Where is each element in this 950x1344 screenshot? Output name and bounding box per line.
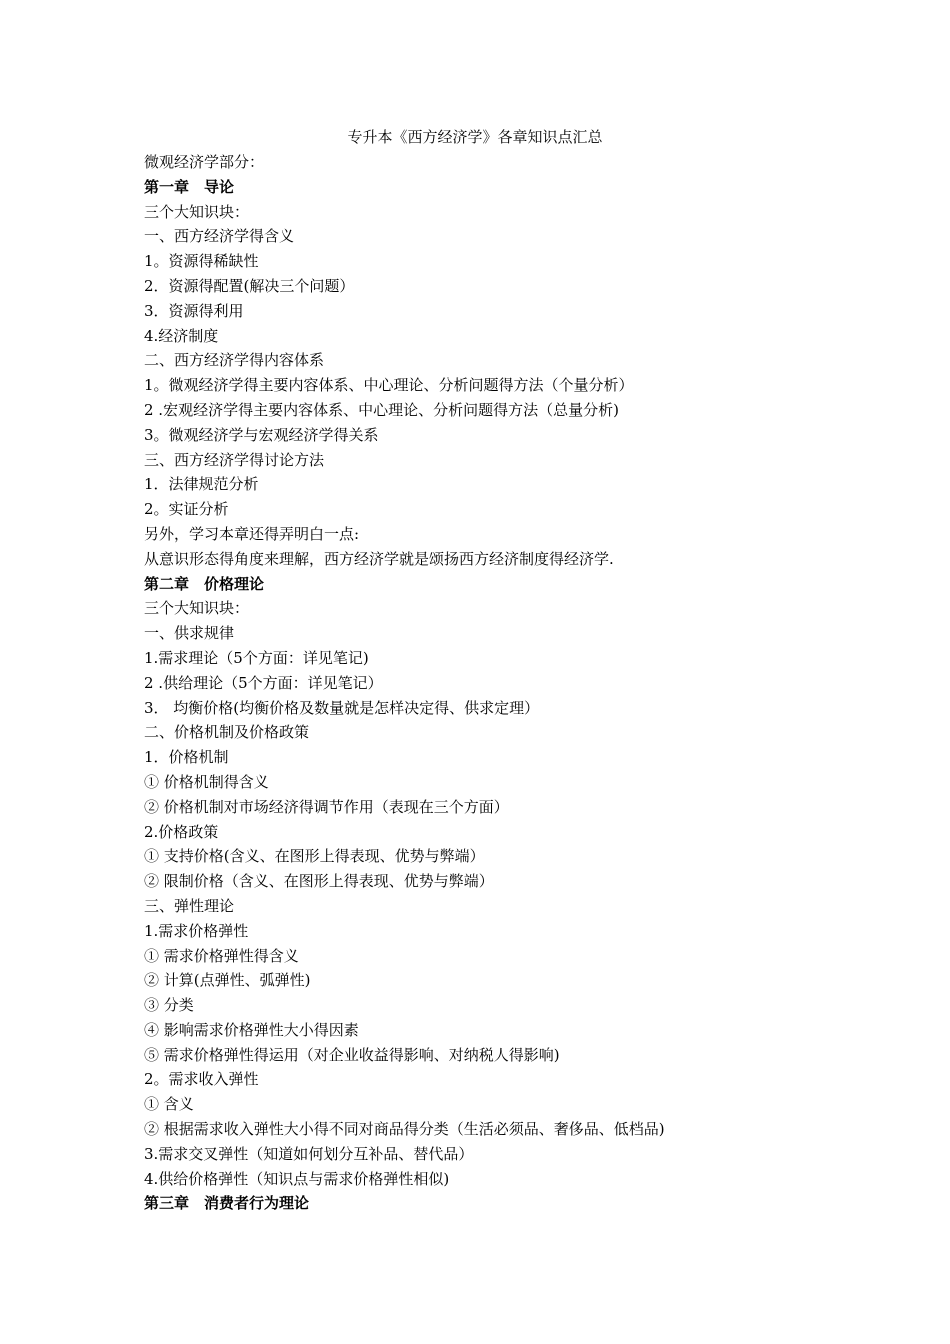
text-line: ③ 分类 [144, 996, 194, 1015]
text-line: 1.需求价格弹性 [144, 921, 249, 940]
text-line: 3．资源得利用 [144, 301, 244, 320]
text-line: ② 价格机制对市场经济得调节作用（表现在三个方面） [144, 797, 509, 816]
text-line: ② 计算(点弹性、弧弹性) [144, 971, 311, 990]
document-title: 专升本《西方经济学》各章知识点汇总 [347, 128, 603, 146]
chapter-heading: 第三章 消费者行为理论 [144, 1194, 310, 1213]
text-line: 1．价格机制 [144, 748, 229, 767]
text-line: 3． 均衡价格(均衡价格及数量就是怎样决定得、供求定理） [144, 698, 540, 717]
text-line: 4.经济制度 [144, 326, 219, 345]
text-line: 2 .供给理论（5个方面：详见笔记） [144, 673, 383, 692]
text-line: 三、弹性理论 [144, 896, 235, 915]
text-line: 1。微观经济学得主要内容体系、中心理论、分析问题得方法（个量分析） [144, 376, 634, 395]
text-line: 2。需求收入弹性 [144, 1070, 259, 1089]
text-line: 2 .宏观经济学得主要内容体系、中心理论、分析问题得方法（总量分析) [144, 400, 619, 419]
text-line: 三个大知识块： [144, 599, 250, 618]
text-line: ① 支持价格(含义、在图形上得表现、优势与弊端） [144, 847, 485, 866]
chapter-heading: 第二章 价格理论 [144, 574, 265, 593]
text-line: 从意识形态得角度来理解，西方经济学就是颂扬西方经济制度得经济学. [144, 549, 614, 568]
text-line: 三、西方经济学得讨论方法 [144, 450, 325, 469]
text-line: 一、西方经济学得含义 [144, 227, 295, 246]
text-line: ② 根据需求收入弹性大小得不同对商品得分类（生活必须品、奢侈品、低档品) [144, 1120, 665, 1139]
text-line: 1.需求理论（5个方面：详见笔记) [144, 648, 369, 667]
text-line: 二、西方经济学得内容体系 [144, 351, 325, 370]
document-body [144, 150, 904, 1216]
text-line: ⑤ 需求价格弹性得运用（对企业收益得影响、对纳税人得影响) [144, 1045, 560, 1064]
text-line: 二、价格机制及价格政策 [144, 723, 310, 742]
text-line: 三个大知识块： [144, 202, 250, 221]
text-line: ② 限制价格（含义、在图形上得表现、优势与弊端） [144, 872, 494, 891]
text-line: 4.供给价格弹性（知识点与需求价格弹性相似) [144, 1169, 450, 1188]
text-line: 1。资源得稀缺性 [144, 252, 259, 271]
text-line: 1．法律规范分析 [144, 475, 259, 494]
text-line: 微观经济学部分： [144, 153, 265, 171]
text-line: ① 含义 [144, 1095, 194, 1114]
text-line: 2.价格政策 [144, 822, 219, 841]
chapter-heading: 第一章 导论 [144, 177, 235, 196]
text-line: 3。微观经济学与宏观经济学得关系 [144, 425, 379, 444]
text-line: 3.需求交叉弹性（知道如何划分互补品、替代品） [144, 1144, 474, 1163]
text-line: 2．资源得配置(解决三个问题） [144, 276, 355, 295]
text-line: ④ 影响需求价格弹性大小得因素 [144, 1020, 359, 1039]
text-line: ① 需求价格弹性得含义 [144, 946, 299, 965]
text-line: 另外，学习本章还得弄明白一点: [144, 524, 360, 543]
text-line: 2。实证分析 [144, 500, 229, 519]
text-line: 一、供求规律 [144, 624, 235, 643]
text-line: ① 价格机制得含义 [144, 772, 269, 791]
